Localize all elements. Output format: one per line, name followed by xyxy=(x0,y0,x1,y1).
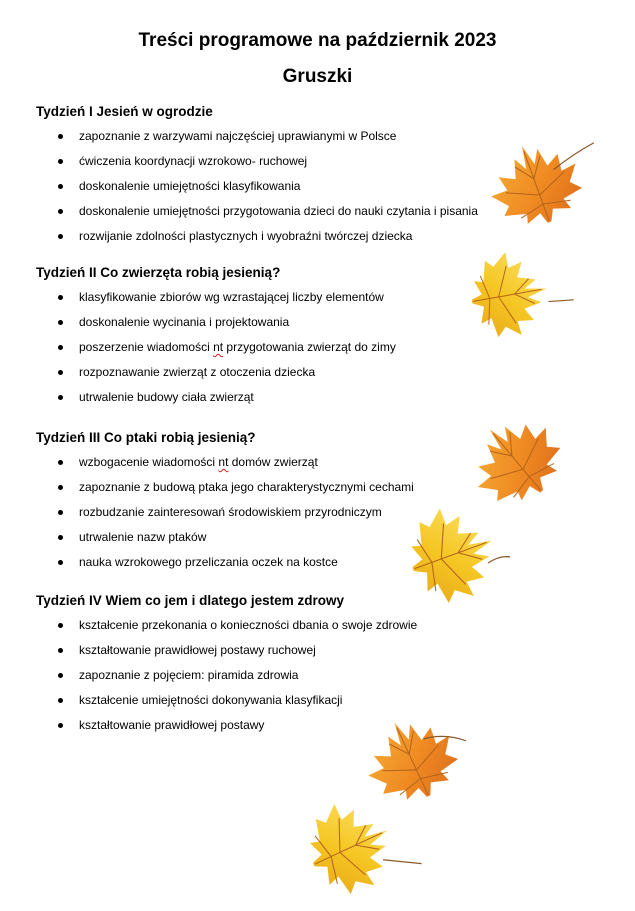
list-item: kształtowanie prawidłowej postawy ruchowej xyxy=(36,642,596,667)
list-item: zapoznanie z warzywami najczęściej uprawianymi w Polsce xyxy=(36,128,596,153)
week-heading: Tydzień I Jesień w ogrodzie xyxy=(36,104,213,119)
week-heading: Tydzień III Co ptaki robią jesienią? xyxy=(36,430,256,445)
list-item: klasyfikowanie zbiorów wg wzrastającej liczby elementów xyxy=(36,289,596,314)
list-item: rozbudzanie zainteresowań środowiskiem przyrodniczym xyxy=(36,504,596,529)
maple-leaf-icon xyxy=(464,412,578,508)
maple-leaf-icon xyxy=(360,712,472,808)
group-name: Gruszki xyxy=(282,66,353,87)
maple-leaf-icon xyxy=(392,505,512,615)
week-section xyxy=(36,593,596,742)
week-heading: Tydzień IV Wiem co jem i dlatego jestem zdrowy xyxy=(36,593,344,608)
list-item: kształcenie umiejętności dokonywania klasyfikacji xyxy=(36,692,596,717)
page-title: Treści programowe na październik 2023 xyxy=(138,30,497,51)
list-item: rozpoznawanie zwierząt z otoczenia dziecka xyxy=(36,364,596,389)
list-item: zapoznanie z pojęciem: piramida zdrowia xyxy=(36,667,596,692)
list-item: rozwijanie zdolności plastycznych i wyobraźni twórczej dziecka xyxy=(36,228,596,253)
list-item: doskonalenie umiejętności przygotowania dzieci do nauki czytania i pisania xyxy=(36,203,596,228)
list-item: doskonalenie umiejętności klasyfikowania xyxy=(36,178,596,203)
list-item: zapoznanie z budową ptaka jego charakterystycznymi cechami xyxy=(36,479,596,504)
maple-leaf-icon xyxy=(484,137,602,233)
topic-list xyxy=(36,617,596,742)
list-item: nauka wzrokowego przeliczania oczek na kostce xyxy=(36,554,596,579)
list-item: kształtowanie prawidłowej postawy xyxy=(36,717,596,742)
week-heading: Tydzień II Co zwierzęta robią jesienią? xyxy=(36,265,281,280)
spellcheck-mark: nt xyxy=(213,340,224,354)
list-item: poszerzenie wiadomości nt przygotowania zwierząt do zimy xyxy=(36,339,596,364)
maple-leaf-icon xyxy=(290,800,426,906)
list-item: utrwalenie budowy ciała zwierząt xyxy=(36,389,596,414)
list-item: kształcenie przekonania o konieczności dbania o swoje zdrowie xyxy=(36,617,596,642)
maple-leaf-icon xyxy=(452,253,582,343)
list-item: wzbogacenie wiadomości nt domów zwierząt xyxy=(36,454,596,479)
list-item: utrwalenie nazw ptaków xyxy=(36,529,596,554)
list-item: ćwiczenia koordynacji wzrokowo- ruchowej xyxy=(36,153,596,178)
spellcheck-mark: nt xyxy=(218,455,229,469)
list-item: doskonalenie wycinania i projektowania xyxy=(36,314,596,339)
